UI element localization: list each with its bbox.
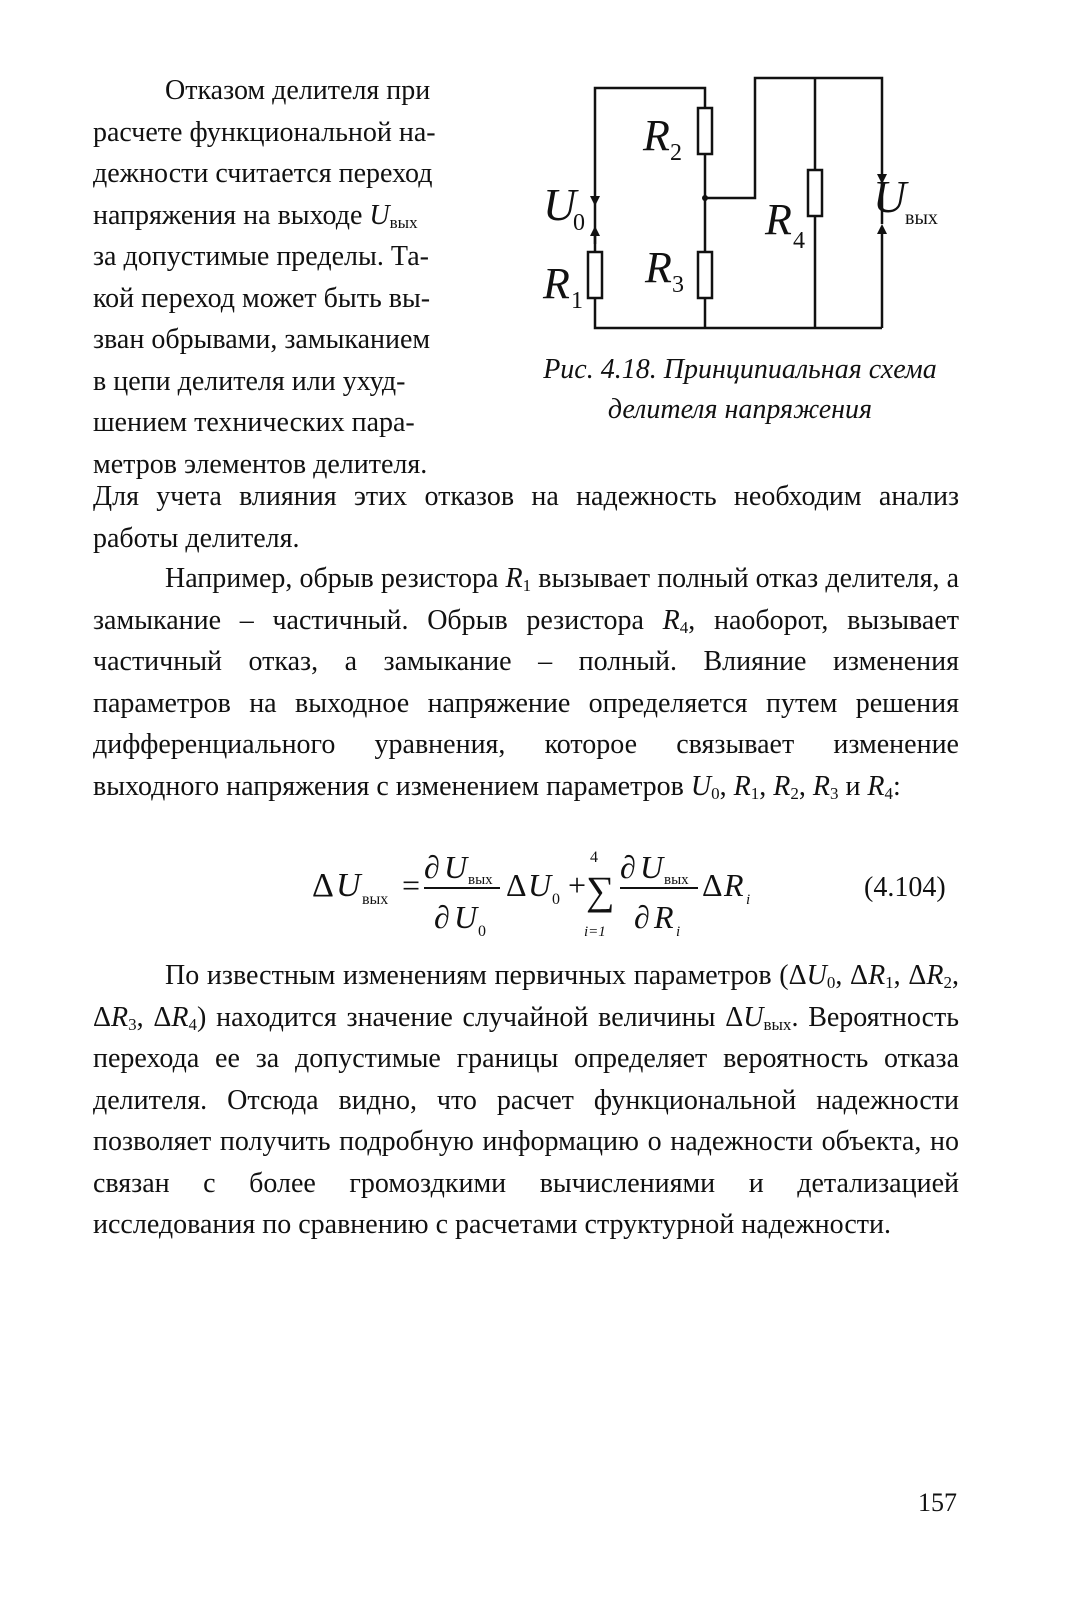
subscript: 0 bbox=[711, 783, 720, 803]
text-span: Δ bbox=[908, 960, 927, 991]
text-span: , bbox=[952, 960, 960, 991]
wire bbox=[705, 78, 882, 224]
subscript: 1 bbox=[885, 973, 894, 992]
label-uout: U bbox=[873, 171, 907, 222]
resistor-r2 bbox=[698, 108, 712, 154]
symbol-u: U bbox=[690, 770, 712, 802]
symbol-r: R bbox=[868, 960, 886, 991]
symbol-r: R bbox=[812, 770, 830, 802]
symbol-r: R bbox=[733, 770, 751, 802]
label-r1: R bbox=[543, 259, 570, 308]
symbol-r: R bbox=[867, 770, 885, 802]
eq-delta: Δ bbox=[312, 867, 334, 904]
eq-r: R bbox=[654, 899, 674, 935]
eq-u: U bbox=[336, 867, 361, 904]
symbol-r: R bbox=[111, 1001, 129, 1033]
eq-sum-top: 4 bbox=[590, 849, 598, 866]
subscript: 3 bbox=[128, 1014, 137, 1034]
text-line: Отказом делителя при bbox=[165, 75, 431, 106]
text-line bbox=[93, 195, 488, 237]
text-line: кой переход может быть вы- bbox=[93, 282, 431, 314]
eq-u: U bbox=[454, 899, 478, 935]
symbol-r: R bbox=[773, 770, 791, 802]
text-line: расчете функциональной на- bbox=[93, 116, 436, 148]
text-span: Δ bbox=[153, 1001, 172, 1033]
eq-partial: ∂ bbox=[424, 849, 440, 885]
eq-sum: ∑ bbox=[586, 868, 615, 913]
eq-sub: i bbox=[746, 892, 751, 908]
paragraph bbox=[93, 476, 959, 559]
arrow-icon bbox=[877, 224, 887, 234]
arrow-icon bbox=[590, 226, 600, 236]
eq-r: R bbox=[724, 867, 744, 903]
resistor-r4 bbox=[808, 170, 822, 216]
eq-partial: ∂ bbox=[634, 899, 650, 935]
text-span: , bbox=[759, 770, 774, 802]
paragraph bbox=[93, 955, 959, 1246]
equation-4-104 bbox=[300, 838, 970, 938]
subscript: 4 bbox=[884, 783, 894, 803]
equation-number: (4.104) bbox=[864, 872, 946, 903]
label-r4-sub: 4 bbox=[793, 228, 805, 254]
caption-line: Рис. 4.18. Принципиальная схема bbox=[543, 354, 937, 385]
page-number: 157 bbox=[918, 1488, 957, 1517]
eq-delta: Δ bbox=[506, 867, 527, 903]
text-line: дежности считается переход bbox=[93, 158, 433, 189]
eq-partial: ∂ bbox=[620, 849, 636, 885]
text-span: напряжения на выходе bbox=[93, 199, 370, 231]
text-line: за допустимые пределы. Та- bbox=[93, 241, 429, 272]
subscript: вых bbox=[763, 1014, 792, 1034]
symbol-r: R bbox=[662, 604, 680, 636]
subscript: 2 bbox=[943, 973, 953, 992]
paragraph-text bbox=[93, 558, 959, 807]
eq-equals: = bbox=[402, 867, 421, 903]
eq-sub: i bbox=[676, 924, 681, 938]
eq-partial: ∂ bbox=[434, 899, 450, 935]
text-line: в цепи делителя или ухуд- bbox=[93, 365, 406, 397]
resistor-r3 bbox=[698, 252, 712, 298]
subscript: 4 bbox=[679, 617, 689, 637]
arrow-icon bbox=[590, 196, 600, 206]
text-span: ) находится значение случайной величины bbox=[197, 1001, 726, 1033]
text-line: метров элементов делителя. bbox=[93, 448, 428, 480]
label-r1-sub: 1 bbox=[571, 288, 583, 314]
paragraph-text bbox=[93, 955, 959, 1246]
text-line: зван обрывами, замыканием bbox=[93, 324, 431, 355]
label-u0: U bbox=[543, 179, 577, 230]
label-r3: R bbox=[645, 243, 672, 292]
text-line: шением технических пара- bbox=[93, 407, 415, 438]
text-span: вызывает полный отказ делителя, а замыкание – частичный. Обрыв резистора bbox=[93, 563, 959, 636]
label-r4: R bbox=[765, 195, 792, 244]
text-span: : bbox=[893, 770, 901, 802]
paragraph bbox=[93, 558, 959, 807]
paragraph-text: Для учета влияния этих отказов на надежность необходим анализ работы делителя. bbox=[93, 481, 959, 554]
eq-u: U bbox=[528, 867, 552, 903]
eq-sub: вых bbox=[362, 891, 389, 908]
label-uout-sub: вых bbox=[905, 207, 938, 229]
junction-dot bbox=[702, 195, 708, 201]
text-span: . Вероятность перехода ее за допустимые границы определяет вероятность отказа делителя. Отсюда видно, что расчет функциональной надежности позволяет получить подробную информацию о надежности объекта, но связан с более громоздкими вычислениями и детализацией исследования по сравнению с расчетами структурной надежности. bbox=[93, 1001, 959, 1240]
subscript: 1 bbox=[522, 576, 532, 595]
symbol-u: U bbox=[369, 199, 390, 231]
symbol-u: U bbox=[806, 960, 827, 991]
text-span: , bbox=[835, 960, 851, 991]
text-span: Например, обрыв резистора bbox=[165, 563, 506, 594]
caption-line: делителя напряжения bbox=[607, 394, 873, 425]
text-span: Δ bbox=[850, 960, 869, 991]
text-span: Δ bbox=[93, 1001, 112, 1033]
eq-sub: вых bbox=[468, 872, 493, 888]
subscript: 0 bbox=[826, 973, 836, 992]
eq-sub: 0 bbox=[552, 891, 560, 908]
eq-u: U bbox=[444, 849, 468, 885]
eq-u: U bbox=[640, 849, 664, 885]
eq-sub: 0 bbox=[478, 923, 486, 938]
label-u0-sub: 0 bbox=[573, 210, 585, 236]
label-r2: R bbox=[643, 111, 670, 160]
text-span: По известным изменениям первичных параметров (Δ bbox=[165, 960, 807, 991]
symbol-u: U bbox=[743, 1001, 764, 1033]
eq-sub: вых bbox=[664, 872, 689, 888]
eq-delta: Δ bbox=[702, 867, 723, 903]
figure-caption bbox=[510, 350, 970, 430]
label-r2-sub: 2 bbox=[670, 140, 682, 166]
subscript: вых bbox=[389, 212, 418, 232]
text-span: Δ bbox=[725, 1001, 744, 1033]
text-span: , bbox=[136, 1001, 154, 1033]
eq-sum-bottom: i=1 bbox=[584, 924, 606, 938]
text-span: и bbox=[838, 770, 868, 802]
label-r3-sub: 3 bbox=[672, 272, 684, 298]
subscript: 1 bbox=[750, 783, 760, 803]
symbol-r: R bbox=[505, 563, 523, 594]
left-paragraph bbox=[93, 70, 488, 485]
symbol-r: R bbox=[926, 960, 944, 991]
subscript: 2 bbox=[790, 783, 799, 803]
text-span: , bbox=[719, 770, 734, 802]
eq-plus: + bbox=[568, 867, 587, 903]
text-span: , bbox=[893, 960, 909, 991]
wire bbox=[595, 298, 882, 328]
symbol-r: R bbox=[171, 1001, 189, 1033]
subscript: 3 bbox=[829, 783, 839, 803]
text-span: , bbox=[798, 770, 813, 802]
text-span: , наоборот, вызывает частичный отказ, а замыкание – полный. Влияние изменения параметров на выходное напряжение определяется путем решения дифференциального уравнения, которое связывает изменение выходного напряжения с изменением параметров bbox=[93, 604, 959, 802]
resistor-r1 bbox=[588, 252, 602, 298]
subscript: 4 bbox=[188, 1014, 198, 1034]
